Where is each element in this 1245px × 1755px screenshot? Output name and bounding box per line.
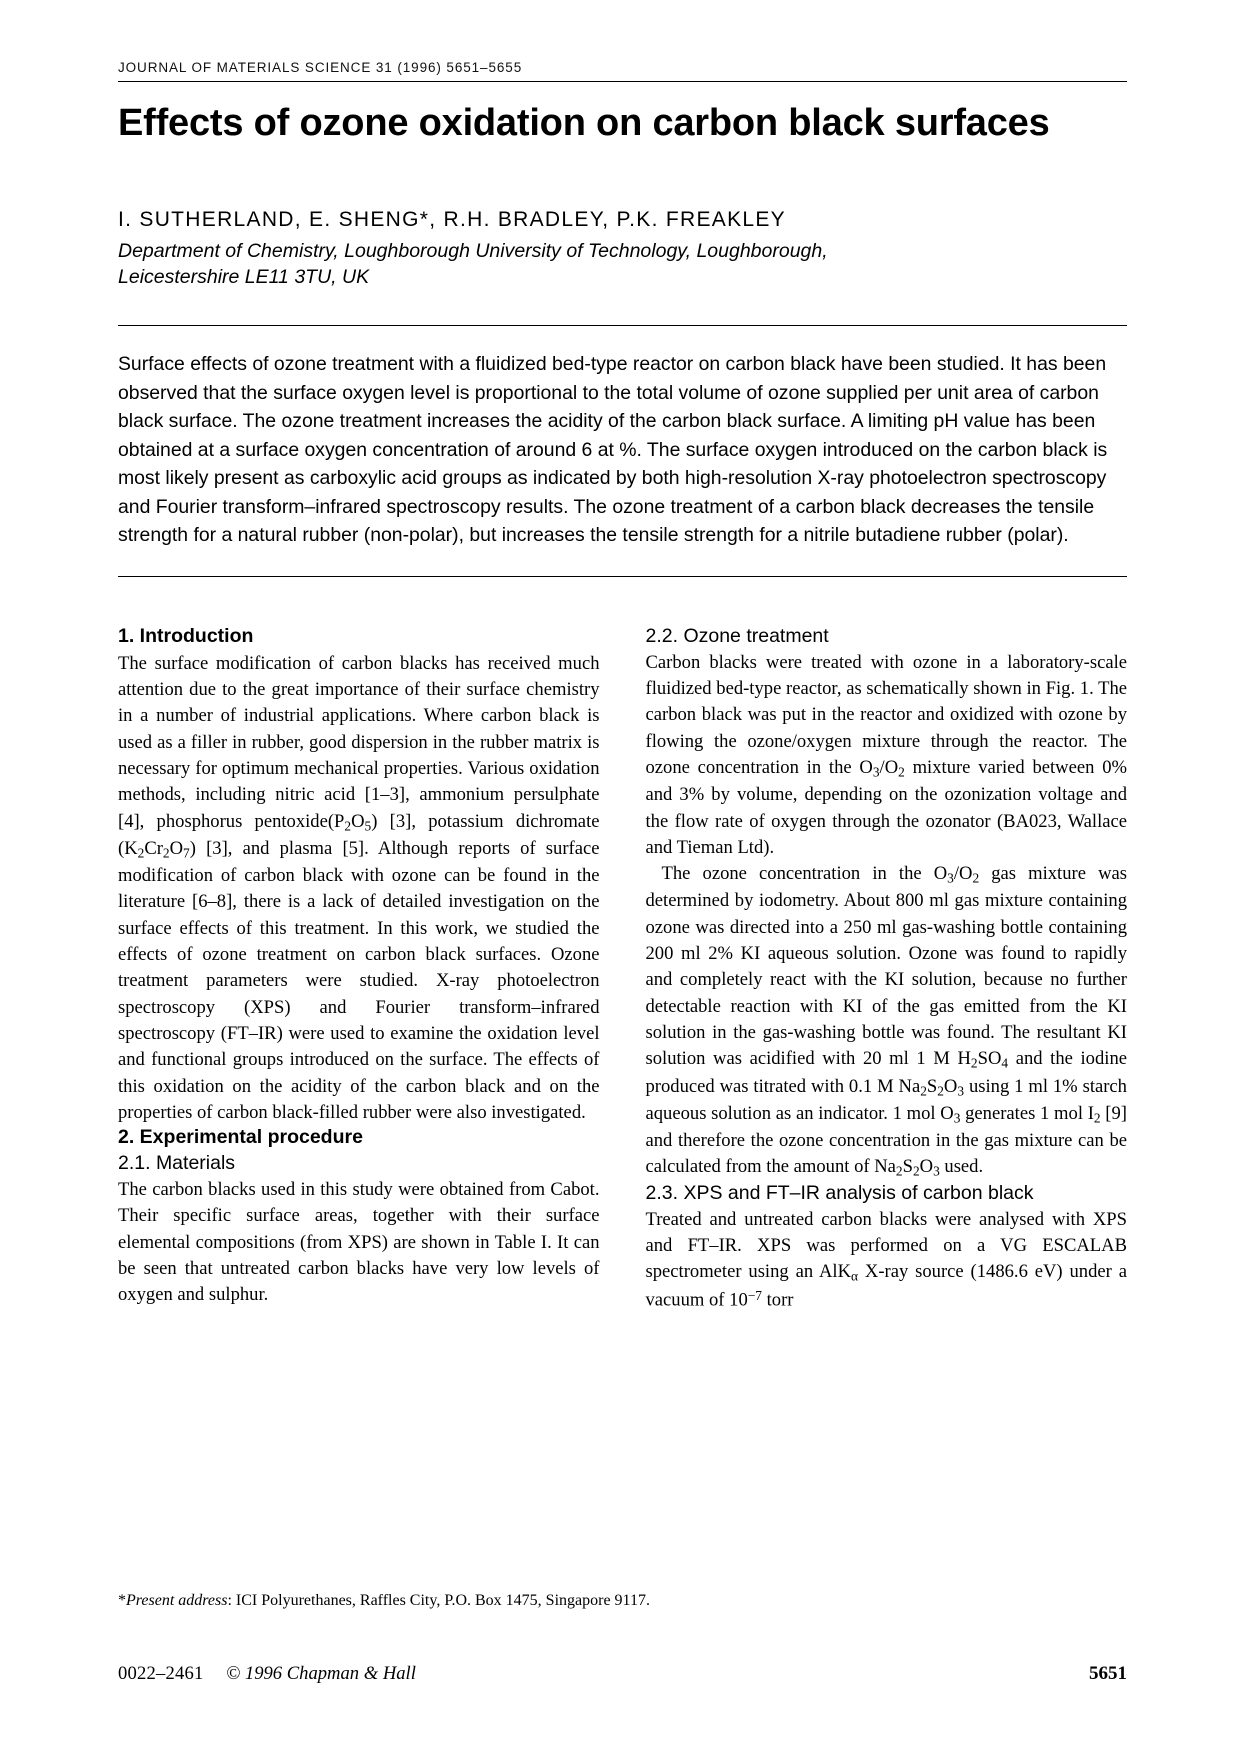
present-address-footnote — [118, 1590, 1127, 1612]
page-title: Effects of ozone oxidation on carbon black surfaces — [118, 102, 1050, 144]
formula-k2cr2o7-cr: Cr — [144, 837, 163, 859]
materials-paragraph: The carbon blacks used in this study were obtained from Cabot. Their specific surface areas, together with their surface elemental compositions (from XPS) are shown in Table I. It can be seen that untreated carbon blacks have very low levels of oxygen and sulphur. — [118, 1179, 600, 1306]
page-footer — [118, 1663, 1127, 1685]
affiliation — [118, 239, 1127, 291]
ozone-p2-text-k: S — [902, 1156, 913, 1178]
vacuum-exponent: −7 — [747, 1287, 762, 1303]
formula-p2o5-sub-5: 5 — [364, 817, 372, 833]
ozone-p2-text-a: The ozone concentration in the O — [661, 863, 948, 885]
page-number: 5651 — [1089, 1663, 1127, 1684]
affiliation-line-1: Department of Chemistry, Loughborough University of Technology, Loughborough, — [118, 240, 828, 263]
ozone-p2-text-c: gas mixture was determined by iodometry. About 800 ml gas mixture containing ozone was directed into a 250 ml gas-washing bottle containing 200 ml 2% KI aqueous solution. Ozone was found to rapidly and completely react with the KI solution, because no further detectable reaction with KI of the gas emitted from the KI solution in the gas-washing bottle was found. The resultant KI solution was acidified with 20 ml 1 M H — [645, 863, 1127, 1070]
i2-sub-2: 2 — [1093, 1110, 1101, 1126]
intro-text-a: The surface modification of carbon blacks has received much attention due to the great importance of their surface chemistry in a number of industrial applications. Where carbon black is used as a filler in rubber, good dispersion in the rubber matrix is necessary for optimum mechanical properties. Various oxidation methods, including nitric acid [1–3], ammonium persulphate [4], phosphorus pentoxide — [118, 652, 600, 832]
na2s2o3-sub-3: 3 — [957, 1082, 965, 1098]
na2s2o3-sub-2a: 2 — [920, 1082, 927, 1098]
formula-k2cr2o7-sub-2a: 2 — [137, 845, 145, 861]
left-column — [118, 625, 600, 1314]
intro-text-c: ) [3], and plasma [5]. Although reports of surface modification of carbon black with ozone can be found in the literature [6–8], there is a lack of detailed investigation on the surface effects of this treatment. In this work, we studied the effects of ozone treatment on carbon black surfaces. Ozone treatment parameters were studied. X-ray photoelectron spectroscopy (XPS) and Fourier transform–infrared spectroscopy (FT–IR) were used to examine the oxidation level and functional groups introduced on the surface. The effects of this oxidation on the acidity of the carbon black and on the properties of carbon black-filled rubber were also investigated. — [118, 837, 600, 1123]
na2s2o3-sub-3b: 3 — [933, 1163, 940, 1179]
author-list: I. SUTHERLAND, E. SHENG*, R.H. BRADLEY, P.K. FREAKLEY — [118, 208, 786, 232]
header-rule — [118, 81, 1127, 82]
o3-sub-3: 3 — [872, 764, 880, 780]
formula-p2o5-open: (P — [327, 810, 345, 832]
abstract-text: Surface effects of ozone treatment with a fluidized bed-type reactor on carbon black have been studied. It has been observed that the surface oxygen level is proportional to the total volume of ozone supplied per unit area of carbon black surface. The ozone treatment increases the acidity of the carbon black surface. A limiting pH value has been obtained at a surface oxygen concentration of around 6 at %. The surface oxygen introduced on the carbon black is most likely present as carboxylic acid groups as indicated by both high-resolution X-ray photoelectron spectroscopy and Fourier transform–infrared spectroscopy results. The ozone treatment of a carbon black decreases the tensile strength for a natural rubber (non-polar), but increases the tensile strength for a nitrile butadiene rubber (polar). — [118, 353, 1108, 547]
heading-introduction: 1. Introduction — [118, 624, 254, 647]
ozone-p1-text-b: /O — [879, 757, 899, 778]
h2so4-sub-2: 2 — [970, 1055, 978, 1071]
abstract-top-rule — [118, 325, 1127, 326]
xps-ftir-paragraph — [646, 1207, 1128, 1314]
ozone-p2-text-b: /O — [953, 863, 973, 885]
ozone-p2-text-h: using 1 ml 1% starch aqueous solution as an indicator. 1 mol O — [645, 1075, 1127, 1124]
ozone-p1-text-c: mixture varied between 0% and 3% by volume, depending on the ozonization voltage and the flow rate of oxygen through the ozonator (BA023, Wallace and Tieman Ltd). — [645, 757, 1127, 858]
o3-sub-3b: 3 — [947, 870, 954, 886]
journal-reference-line: JOURNAL OF MATERIALS SCIENCE 31 (1996) 5651–5655 — [118, 60, 523, 75]
body-columns — [118, 625, 1127, 1314]
ozone-treatment-paragraph-1 — [646, 650, 1128, 861]
heading-xps-ftir-analysis: 2.3. XPS and FT–IR analysis of carbon black — [645, 1181, 1034, 1204]
ozone-p2-text-e: and the iodine produced was titrated with 0.1 M Na — [645, 1048, 1127, 1097]
footnote-label: Present address — [126, 1592, 228, 1609]
ozone-treatment-paragraph-2 — [646, 861, 1128, 1181]
right-column — [646, 625, 1128, 1314]
o2-sub-2: 2 — [898, 764, 905, 780]
xps-text-b: X-ray source (1486.6 eV) under a vacuum of 10 — [645, 1261, 1127, 1311]
alk-alpha-sub: α — [851, 1268, 859, 1284]
na2s2o3-sub-2b: 2 — [937, 1082, 944, 1098]
intro-paragraph — [118, 651, 600, 1126]
formula-k2cr2o7-sub-7: 7 — [183, 845, 190, 861]
o3-sub-3c: 3 — [953, 1110, 961, 1126]
heading-experimental-procedure: 2. Experimental procedure — [118, 1126, 363, 1149]
xps-text-a: Treated and untreated carbon blacks were analysed with XPS and FT–IR. XPS was performed on a VG ESCALAB spectrometer using an AlK — [645, 1208, 1127, 1283]
affiliation-line-2: Leicestershire LE11 3TU, UK — [118, 266, 370, 289]
ozone-p2-text-i: generates 1 mol I — [960, 1102, 1094, 1124]
formula-p2o5-sub-2: 2 — [344, 817, 352, 833]
footnote-marker: * — [118, 1592, 126, 1609]
formula-k2cr2o7-o: O — [169, 837, 184, 859]
o2-sub-2b: 2 — [972, 870, 980, 886]
formula-k2cr2o7-sub-2b: 2 — [162, 845, 170, 861]
heading-ozone-treatment: 2.2. Ozone treatment — [645, 624, 829, 647]
heading-materials: 2.1. Materials — [118, 1152, 236, 1175]
na2s2o3-sub-2d: 2 — [912, 1163, 920, 1179]
footnote-text: : ICI Polyurethanes, Raffles City, P.O. Box 1475, Singapore 9117. — [227, 1592, 650, 1609]
formula-p2o5-o: O — [351, 810, 365, 832]
footer-left — [118, 1663, 416, 1685]
xps-text-c: torr — [761, 1289, 794, 1311]
na2s2o3-sub-2c: 2 — [895, 1163, 903, 1179]
issn-number: 0022–2461 — [118, 1663, 204, 1684]
copyright-notice: © 1996 Chapman & Hall — [226, 1663, 416, 1684]
ozone-p2-text-m: used. — [939, 1156, 984, 1178]
footnote-area — [118, 1590, 1127, 1612]
ozone-p1-text-a: Carbon blacks were treated with ozone in a laboratory-scale fluidized bed-type reactor, as schematically shown in Fig. 1. The carbon black was put in the reactor and oxidized with ozone by flowing the ozone/oxygen mixture through the reactor. The ozone concentration in the O — [645, 651, 1127, 778]
ozone-p2-text-f: S — [926, 1075, 938, 1097]
abstract-bottom-rule — [118, 576, 1127, 577]
ozone-p2-text-l: O — [919, 1156, 934, 1178]
ozone-p2-text-j: [9] and therefore the ozone concentration in the gas mixture can be calculated from the amount of Na — [645, 1102, 1127, 1178]
ozone-p2-text-g: O — [943, 1075, 958, 1097]
ozone-p2-text-d: SO — [977, 1048, 1002, 1070]
h2so4-sub-4: 4 — [1001, 1055, 1009, 1071]
intro-text-b: ) [3], potassium dichromate (K — [118, 810, 600, 859]
